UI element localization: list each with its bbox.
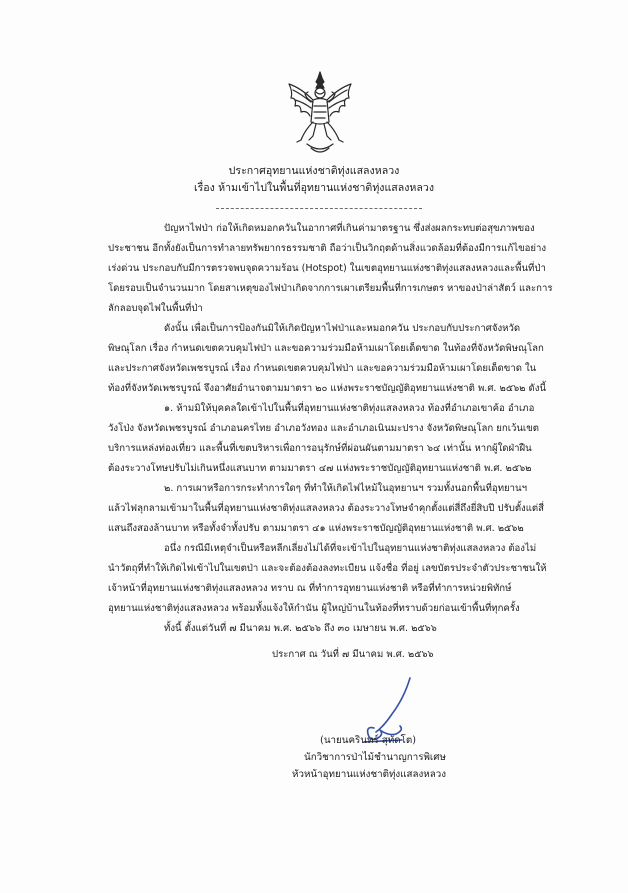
signatory-name: (นายนครินทร์ สุทัดโต) xyxy=(320,735,417,746)
paragraph-1-line: ประชาชน อีกทั้งยังเป็นการทำลายทรัพยากรธรรมชาติ ถือว่าเป็นวิกฤตด้านสิ่งแวดล้อมที่ต้องมีการแก้ไขอย่าง xyxy=(108,243,547,254)
item-1-line: ๑. ห้ามมิให้บุคคลใดเข้าไปในพื้นที่อุทยานแห่งชาติทุ่งแสลงหลวง ท้องที่อำเภอเขาค้อ อำเภอ xyxy=(164,403,535,414)
paragraph-1-line: เร่งด่วน ประกอบกับมีการตรวจพบจุดความร้อน (Hotspot) ในเขตอุทยานแห่งชาติทุ่งแสลงหลวงและพื้นที่ป่า xyxy=(108,263,546,274)
paragraph-2-line: พิษณุโลก เรื่อง กำหนดเขตควบคุมไฟป่า และขอความร่วมมือห้ามเผาโดยเด็ดขาด ในท้องที่จังหวัดพิษณุโลก xyxy=(108,343,544,354)
effective-period: ทั้งนี้ ตั้งแต่วันที่ ๗ มีนาคม พ.ศ. ๒๕๖๖ ถึง ๓๐ เมษายน พ.ศ. ๒๕๖๖ xyxy=(164,623,437,634)
item-2-line: แสนถึงสองล้านบาท หรือทั้งจำทั้งปรับ ตามมาตรา ๔๑ แห่งพระราชบัญญัติอุทยานแห่งชาติ พ.ศ. ๒๕๖๒ xyxy=(108,523,524,534)
item-1-line: วังโป่ง จังหวัดเพชรบูรณ์ อำเภอนครไทย อำเภอวังทอง และอำเภอเนินมะปราง จังหวัดพิษณุโลก ยกเว้นเขต xyxy=(108,423,539,434)
heading-subject: เรื่อง ห้ามเข้าไปในพื้นที่อุทยานแห่งชาติทุ่งแสลงหลวง xyxy=(193,182,435,194)
paragraph-1-line: ลักลอบจุดไฟในพื้นที่ป่า xyxy=(108,303,203,314)
heading-divider xyxy=(216,208,422,209)
paragraph-1-line: โดยรอบเป็นจำนวนมาก โดยสาเหตุของไฟป่าเกิดจากการเผาเตรียมพื้นที่การเกษตร หาของป่าล่าสัตว์ และการ xyxy=(108,283,553,294)
paragraph-2-line: และประกาศจังหวัดเพชรบูรณ์ เรื่อง กำหนดเขตควบคุมไฟป่า และขอความร่วมมือห้ามเผาโดยเด็ดขาด ใน xyxy=(108,363,537,374)
announcement-date: ประกาศ ณ วันที่ ๗ มีนาคม พ.ศ. ๒๕๖๖ xyxy=(272,649,434,660)
paragraph-3-line: อุทยานแห่งชาติทุ่งแสลงหลวง พร้อมทั้งแจ้งให้กำนัน ผู้ใหญ่บ้านในท้องที่ทราบด้วยก่อนเข้าพื้นที่ทุกครั้ง xyxy=(108,603,520,614)
signatory-position: นักวิชาการป่าไม้ชำนาญการพิเศษ xyxy=(304,752,446,763)
paragraph-3-line: เจ้าหน้าที่อุทยานแห่งชาติทุ่งแสลงหลวง ทราบ ณ ที่ทำการอุทยานแห่งชาติ หรือที่ทำการหน่วยพิทักษ์ xyxy=(108,583,512,594)
paragraph-2-line: ดังนั้น เพื่อเป็นการป้องกันมิให้เกิดปัญหาไฟป่าและหมอกควัน ประกอบกับประกาศจังหวัด xyxy=(164,323,521,334)
item-2-line: ๒. การเผาหรือการกระทำการใดๆ ที่ทำให้เกิดไฟไหม้ในอุทยานฯ รวมทั้งนอกพื้นที่อุทยานฯ xyxy=(164,483,527,494)
item-1-line: ต้องระวางโทษปรับไม่เกินหนึ่งแสนบาท ตามมาตรา ๔๗ แห่งพระราชบัญญัติอุทยานแห่งชาติ พ.ศ. ๒๕๖๒ xyxy=(108,463,532,474)
paragraph-3-line: อนึ่ง กรณีมีเหตุจำเป็นหรือหลีกเลี่ยงไม่ได้ที่จะเข้าไปในอุทยานแห่งชาติทุ่งแสลงหลวง ต้องไม่ xyxy=(164,543,537,554)
paragraph-3-line: นำวัตถุที่ทำให้เกิดไฟเข้าไปในเขตป่า และจะต้องต้องลงทะเบียน แจ้งชื่อ ที่อยู่ เลขบัตรประจำตัวประชาชนให้ xyxy=(108,563,547,574)
paragraph-1-line: ปัญหาไฟป่า ก่อให้เกิดหมอกควันในอากาศที่เกินค่ามาตรฐาน ซึ่งส่งผลกระทบต่อสุขภาพของ xyxy=(164,223,535,234)
signatory-title: หัวหน้าอุทยานแห่งชาติทุ่งแสลงหลวง xyxy=(292,769,447,780)
item-1-line: บริการแหล่งท่องเที่ยว และพื้นที่เขตบริหารเพื่อการอนุรักษ์ที่ผ่อนผันตามมาตรา ๖๔ เท่านั้น หากผู้ใดฝ่าฝืน xyxy=(108,443,532,454)
item-2-line: แล้วไฟลุกลามเข้ามาในพื้นที่อุทยานแห่งชาติทุ่งแสลงหลวง ต้องระวางโทษจำคุกตั้งแต่สี่ถึงยี่สิบปี ปรับตั้งแต่สี่ xyxy=(108,503,545,514)
garuda-emblem-icon xyxy=(283,70,357,156)
paragraph-2-line: ท้องที่จังหวัดเพชรบูรณ์ จึงอาศัยอำนาจตามมาตรา ๒๐ แห่งพระราชบัญญัติอุทยานแห่งชาติ พ.ศ. ๒๕๖๒ ดังนี้ xyxy=(108,383,547,394)
heading-organization: ประกาศอุทยานแห่งชาติทุ่งแสลงหลวง xyxy=(228,165,400,177)
